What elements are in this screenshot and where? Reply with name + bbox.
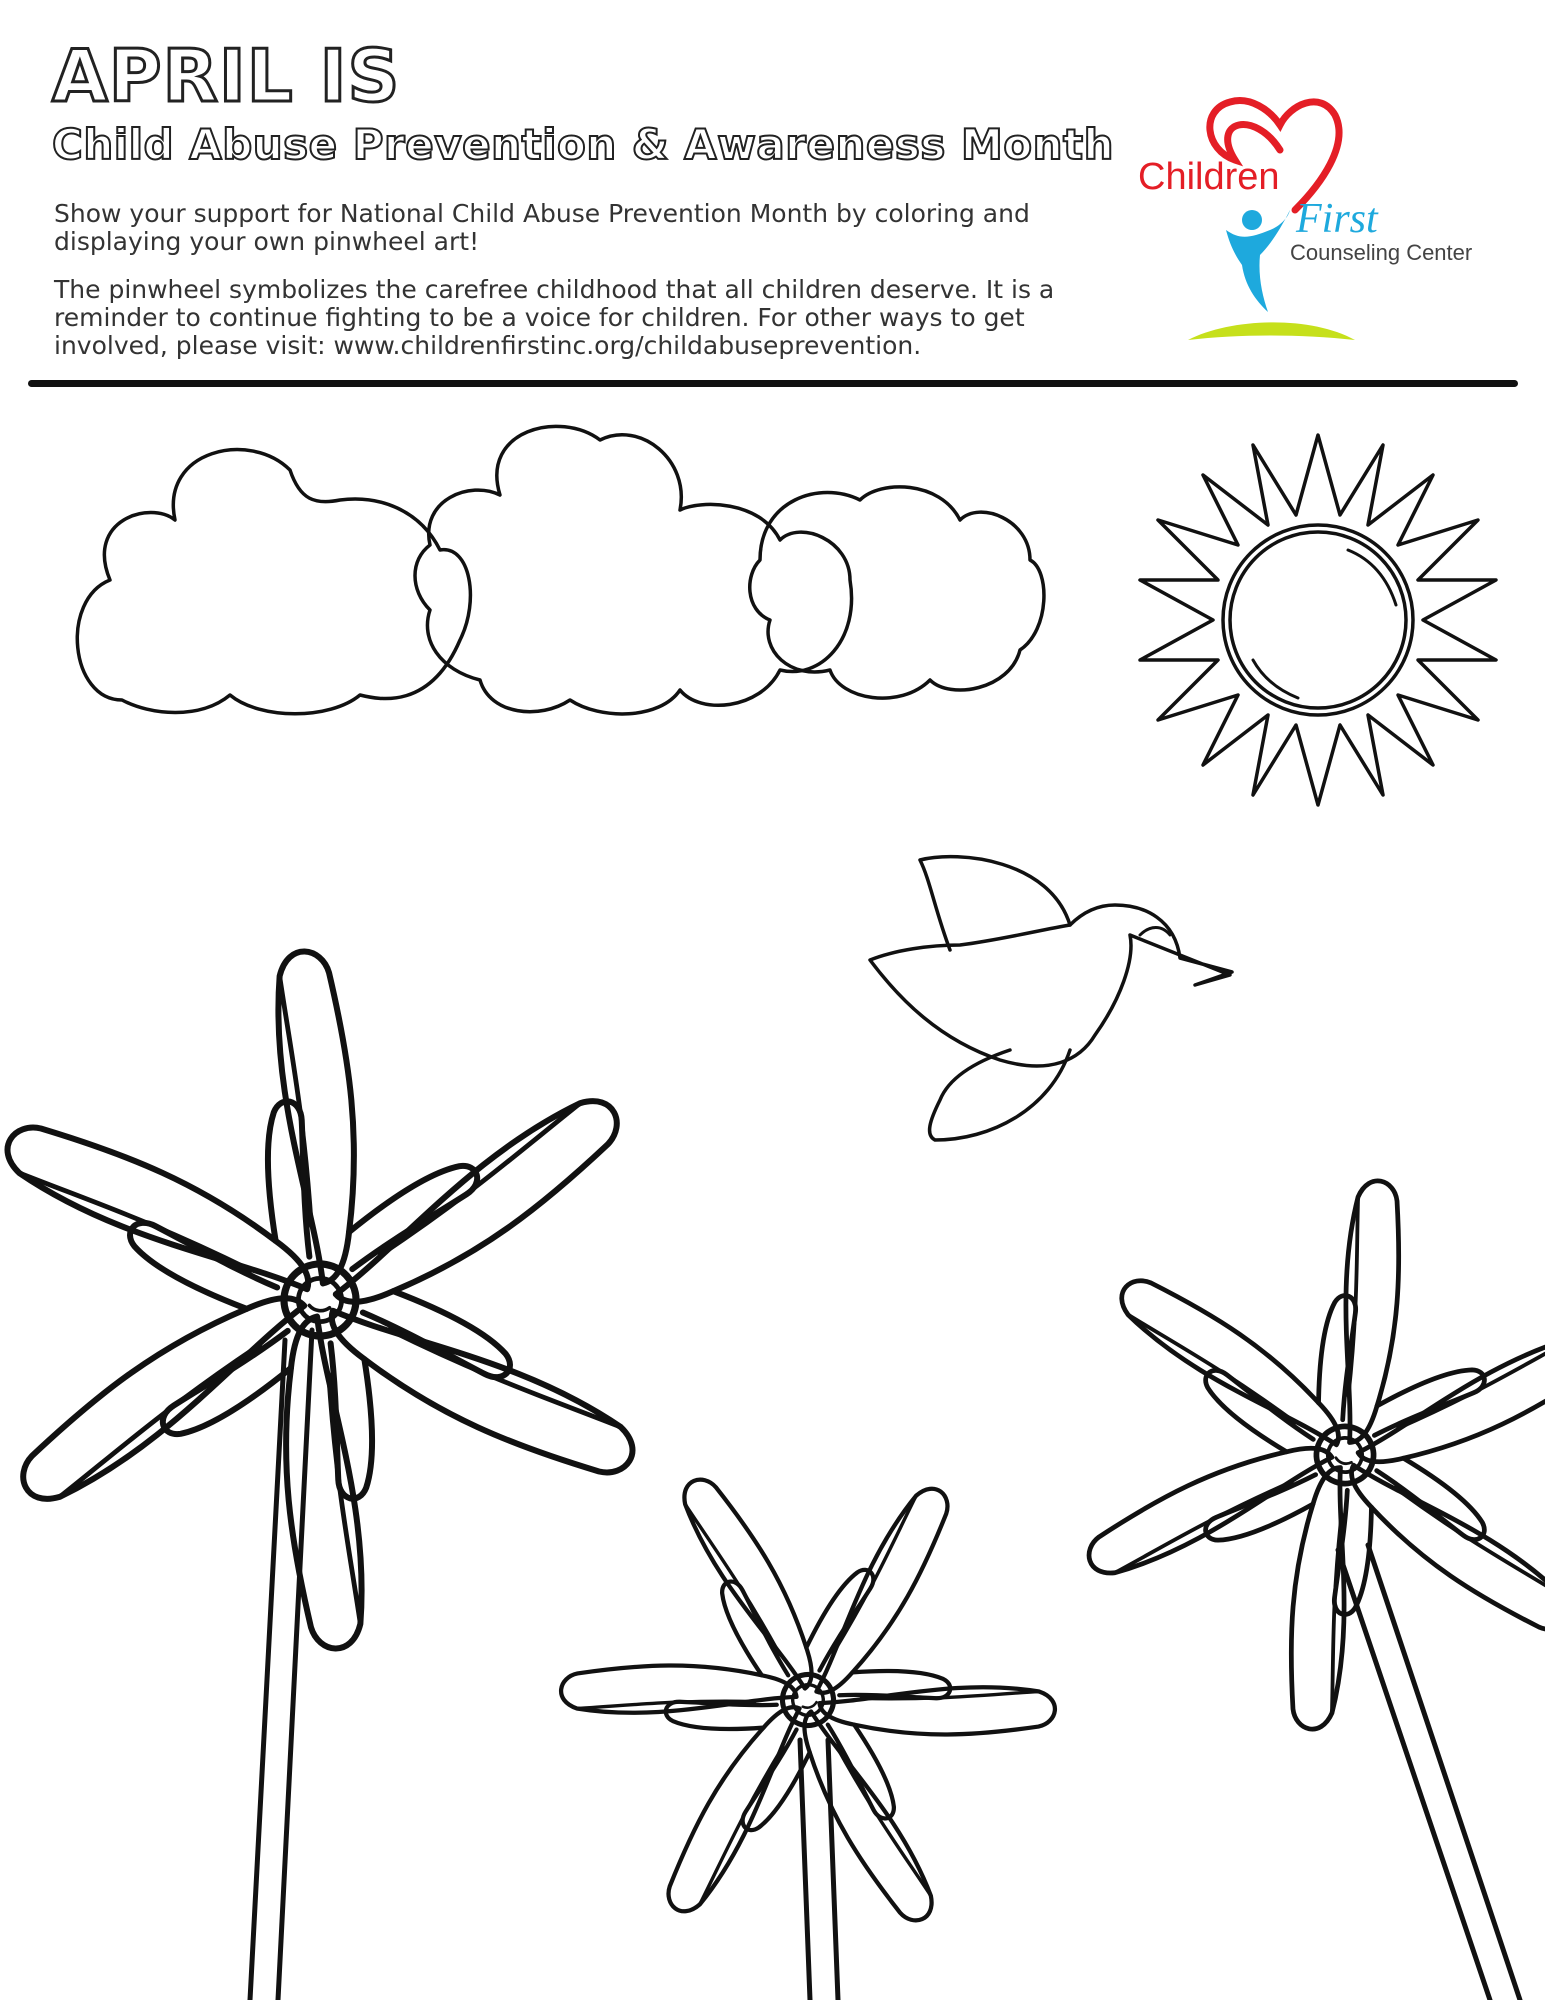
- pinwheel-icon: [0, 902, 736, 1699]
- cloud-icon: [750, 487, 1044, 698]
- page-title: APRIL IS: [52, 34, 401, 118]
- cloud-icon: [77, 450, 470, 714]
- intro-paragraph-1: Show your support for National Child Abuse Prevention Month by coloring and displaying your own pinwheel art!: [54, 199, 1030, 256]
- sun-icon: [1140, 435, 1496, 805]
- bird-icon: [870, 857, 1232, 1140]
- page-subtitle: Child Abuse Prevention & Awareness Month: [52, 120, 1115, 169]
- logo-word-counseling: Counseling Center: [1290, 240, 1473, 265]
- pinwheel-icon: [983, 1104, 1545, 1807]
- logo-word-first: First: [1296, 196, 1378, 242]
- cloud-icon: [415, 426, 852, 714]
- logo-word-children: Children: [1138, 156, 1280, 198]
- intro-paragraph-2: The pinwheel symbolizes the carefree childhood that all children deserve. It is a reminder to continue fighting to be a voice for children. For other ways to get involved, please visit: www.childrenfirstinc.org/childabuseprevention.: [54, 275, 1055, 360]
